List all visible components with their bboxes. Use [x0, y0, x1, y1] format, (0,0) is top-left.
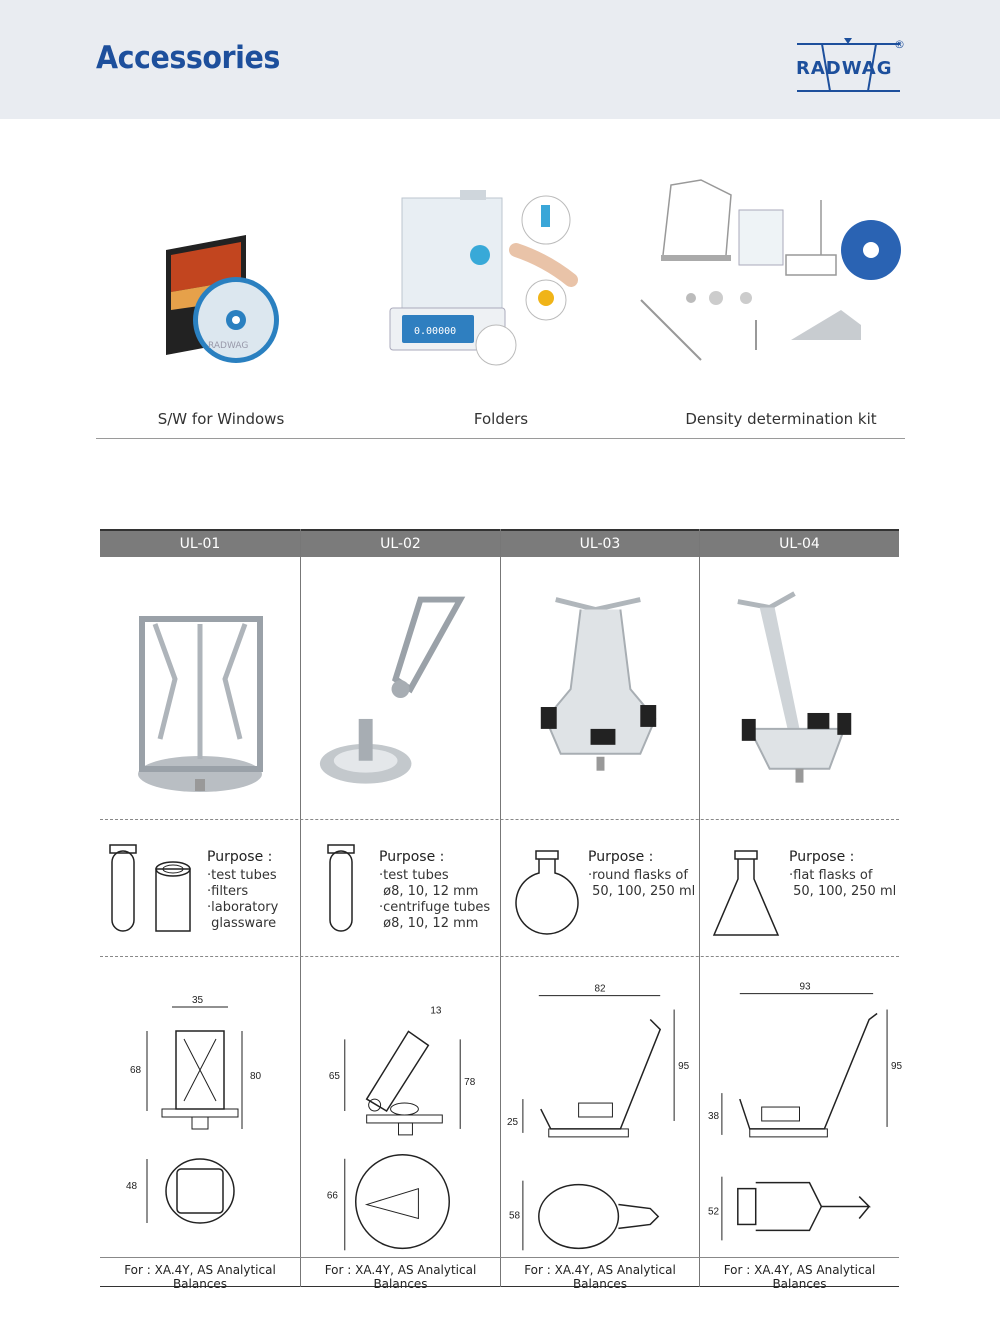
column-header: UL-03 [501, 529, 699, 557]
product-caption: S/W for Windows [157, 410, 285, 428]
ul01-holder-photo [100, 579, 300, 839]
divider [96, 438, 905, 439]
table-column [300, 529, 500, 1291]
dim-base: 48 [126, 1181, 138, 1192]
purpose-title: Purpose : [588, 849, 654, 865]
density-kit-icon [641, 180, 921, 390]
compatibility-note: For : XA.4Y, AS Analytical Balances [524, 1263, 676, 1291]
svg-text:RADWAG: RADWAG [796, 58, 893, 79]
ul03-dimension-drawing [501, 969, 699, 1259]
purpose-block [501, 829, 699, 949]
dim-height: 25 [506, 1116, 519, 1128]
dim-width: 82 [594, 983, 606, 995]
dim-base: 66 [326, 1190, 338, 1202]
purpose-block [301, 829, 500, 949]
dim-base: 58 [508, 1210, 521, 1222]
purpose-title: Purpose : [789, 849, 855, 865]
compatibility-note: For : XA.4Y, AS Analytical Balances [723, 1263, 876, 1291]
ul04-dimension-drawing [700, 969, 903, 1259]
dim-width: 93 [799, 981, 811, 993]
table-column [100, 529, 300, 1291]
table-column [699, 529, 903, 1291]
purpose-text: ·flat flasks of 50, 100, 250 ml [789, 868, 897, 899]
column-header: UL-04 [700, 529, 899, 557]
ul02-holder-photo [301, 579, 500, 839]
column-header: UL-02 [301, 529, 500, 557]
test-tube-and-filter-icon [108, 841, 198, 936]
product-caption: Density determination kit [685, 410, 877, 428]
svg-text:0.00000: 0.00000 [414, 326, 457, 337]
dim-height: 38 [707, 1110, 720, 1122]
dim-base: 52 [707, 1206, 720, 1218]
purpose-text: ·round flasks of 50, 100, 250 ml [588, 868, 696, 899]
dim-total-height: 95 [678, 1061, 690, 1073]
dim-height: 68 [130, 1065, 142, 1076]
purpose-title: Purpose : [379, 849, 445, 865]
page-title: Accessories [96, 40, 280, 76]
balance-folders-icon [376, 180, 626, 390]
software-box-icon [96, 180, 346, 390]
product-folders [376, 160, 626, 435]
radwag-logo [792, 36, 908, 96]
purpose-block [100, 829, 300, 949]
svg-text:RADWAG: RADWAG [208, 341, 249, 351]
column-header: UL-01 [100, 529, 300, 557]
purpose-title: Purpose : [207, 849, 273, 865]
ul03-holder-photo [501, 579, 699, 839]
product-caption: Folders [473, 410, 529, 428]
purpose-block [700, 829, 899, 949]
accessory-table [100, 529, 903, 1291]
row-divider [100, 819, 899, 820]
flat-flask-icon [710, 847, 784, 942]
dim-total-height: 78 [464, 1077, 476, 1089]
ul02-dimension-drawing [301, 969, 500, 1259]
dim-height: 65 [328, 1071, 340, 1083]
table-column [500, 529, 699, 1291]
compatibility-note: For : XA.4Y, AS Analytical Balances [124, 1263, 276, 1291]
ul01-dimension-drawing [100, 969, 300, 1259]
row-divider [100, 956, 899, 957]
footer-divider [100, 1257, 899, 1258]
round-flask-icon [511, 847, 581, 942]
dim-width: 35 [192, 995, 204, 1006]
dim-total-height: 80 [250, 1071, 262, 1082]
svg-text:®: ® [894, 38, 905, 51]
purpose-text: ·test tubes ø8, 10, 12 mm ·centrifuge tubes ø8, 10, 12 mm [379, 868, 491, 931]
compatibility-note: For : XA.4Y, AS Analytical Balances [324, 1263, 477, 1291]
ul04-holder-photo [700, 579, 899, 839]
dim-width: 13 [430, 1005, 442, 1017]
product-software [96, 160, 346, 435]
test-tube-icon [323, 841, 363, 936]
product-row [96, 160, 905, 440]
dim-total-height: 95 [891, 1061, 903, 1073]
page-header [0, 0, 1000, 119]
product-density-kit [641, 160, 921, 435]
purpose-text: ·test tubes ·filters ·laboratory glassware [207, 868, 279, 931]
